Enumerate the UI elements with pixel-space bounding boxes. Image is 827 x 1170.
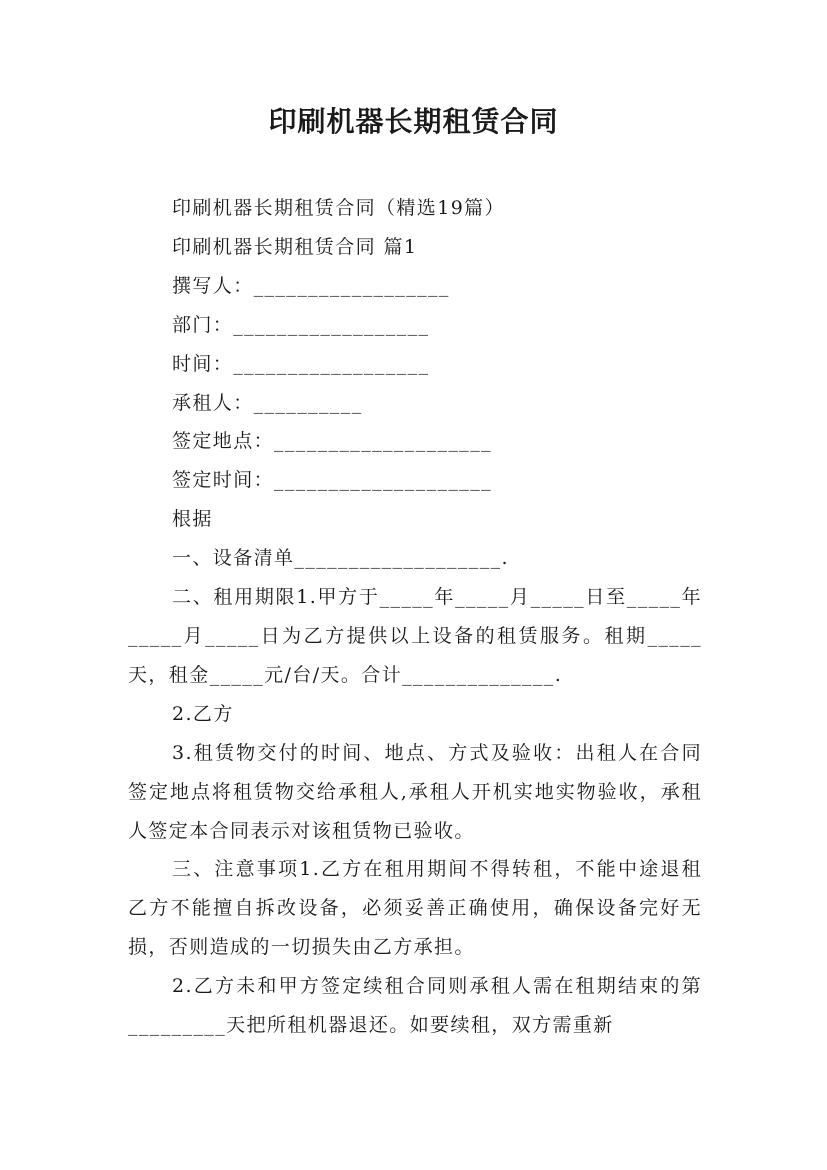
paragraph-notes: 三、注意事项1.乙方在租用期间不得转租，不能中途退租乙方不能擅自拆改设备，必须妥善正确使用，确保设备完好无损，否则造成的一切损失由乙方承担。 [128, 858, 702, 959]
field-department: 部门：__________________ [172, 313, 430, 336]
paragraph-return: 2.乙方未和甲方签定续租合同则承租人需在租期结束的第_________天把所租机器退还。如要续租，双方需重新 [128, 975, 702, 1037]
field-writer: 撰写人：__________________ [172, 274, 450, 297]
field-lessee: 承租人：__________ [172, 391, 363, 414]
document-subtitle: 印刷机器长期租赁合同（精选19篇） [172, 197, 505, 219]
document-body [128, 189, 702, 1045]
field-sign-place: 签定地点：____________________ [172, 430, 493, 453]
paragraph-delivery: 3.租赁物交付的时间、地点、方式及验收：出租人在合同签定地点将租赁物交给承租人,承租人开机实地实物验收，承租人签定本合同表示对该租赁物已验收。 [128, 741, 702, 842]
paragraph-equipment-list: 一、设备清单___________________. [172, 547, 509, 570]
chapter-heading: 印刷机器长期租赁合同 篇1 [172, 235, 418, 258]
field-time: 时间：__________________ [172, 352, 430, 375]
paragraph-party-b: 2.乙方 [172, 702, 234, 725]
field-sign-time: 签定时间：____________________ [172, 469, 493, 492]
according-text: 根据 [172, 508, 213, 531]
paragraph-lease-term: 二、租用期限1.甲方于_____年_____月_____日至_____年_____月_____日为乙方提供以上设备的租赁服务。租期_____天，租金_____元/台/天。合计______________. [128, 586, 702, 686]
document-title: 印刷机器长期租赁合同 [268, 105, 559, 138]
